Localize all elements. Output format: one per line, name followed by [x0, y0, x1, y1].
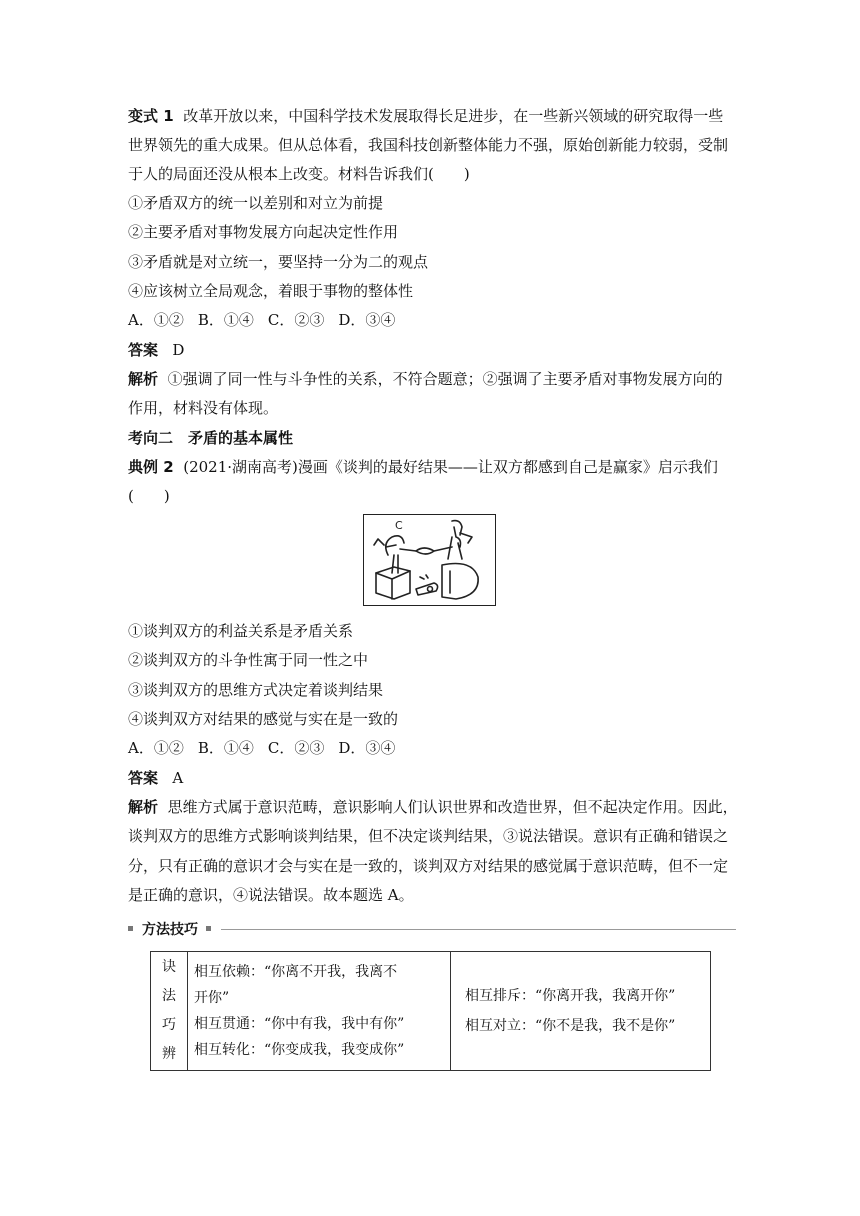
example2-answer-value: A	[172, 769, 184, 787]
example2-option-d: D．③④	[338, 739, 396, 757]
tips-left-line: 开你”	[194, 990, 230, 1006]
example2-analysis-line-1: 解析 思维方式属于意识范畴，意识影响人们认识世界和改造世界，但不起决定作用。因此，	[128, 798, 738, 816]
tips-left-line: 相互转化：“你变成我，我变成你”	[194, 1042, 405, 1058]
tips-left-line: 相互依赖：“你离不开我，我离不	[194, 964, 398, 980]
method-tips-table	[150, 951, 711, 1071]
variant1-option-c: C．②③	[267, 311, 325, 329]
tips-struggle-cell	[451, 952, 711, 1071]
example2-statement-3: ③谈判双方的思维方式决定着谈判结果	[128, 681, 384, 699]
example2-stem-line-1: 典例 2 (2021·湖南高考)漫画《谈判的最好结果——让双方都感到自己是赢家》启示我们	[128, 458, 718, 476]
example2-answer-label: 答案	[128, 769, 159, 787]
variant1-statement-4: ④应该树立全局观念，着眼于事物的整体性	[128, 282, 414, 300]
variant1-analysis-line-2: 作用，材料没有体现。	[128, 399, 279, 417]
example2-options	[128, 738, 409, 758]
cartoon-drawing	[364, 515, 494, 604]
example2-option-a: A．①②	[128, 739, 184, 757]
variant1-answer-label: 答案	[128, 341, 159, 359]
tips-right-line: 相互对立：“你不是我，我不是你”	[465, 1018, 676, 1034]
variant1-statement-2: ②主要矛盾对事物发展方向起决定性作用	[128, 223, 399, 241]
example2-analysis-line-4: 是正确的意识，④说法错误。故本题选 A。	[128, 886, 414, 904]
variant1-stem-line-2: 世界领先的重大成果。但从总体看，我国科技创新整体能力不强，原始创新能力较弱，受制	[128, 136, 729, 154]
example2-analysis-line-3: 分，只有正确的意识才会与实在是一致的，谈判双方对结果的感觉属于意识范畴，但不一定	[128, 857, 729, 875]
negotiation-cartoon	[363, 514, 496, 606]
example2-statement-1: ①谈判双方的利益关系是矛盾关系	[128, 622, 354, 640]
example2-statement-2: ②谈判双方的斗争性寓于同一性之中	[128, 651, 369, 669]
example2-stem-line-2: ( )	[128, 487, 170, 505]
variant1-options	[128, 310, 409, 330]
variant1-option-d: D．③④	[338, 311, 396, 329]
example2-analysis-line-2: 谈判双方的思维方式影响谈判结果，但不决定谈判结果，③说法错误。意识有正确和错误之	[128, 827, 729, 845]
example2-option-b: B．①④	[197, 739, 254, 757]
tips-right-line: 相互排斥：“你离开我，我离开你”	[465, 988, 676, 1004]
svg-text:C: C	[395, 519, 403, 532]
variant1-statement-1: ①矛盾双方的统一以差别和对立为前提	[128, 194, 384, 212]
variant1-stem-line-1: 变式 1 改革开放以来，中国科学技术发展取得长足进步，在一些新兴领域的研究取得一些	[128, 107, 724, 125]
method-tips-header	[128, 921, 736, 937]
example2-analysis-label: 解析	[128, 798, 159, 816]
variant1-answer-value: D	[172, 341, 185, 359]
example2-option-c: C．②③	[267, 739, 325, 757]
square-bullet-icon	[128, 926, 133, 931]
variant1-stem-line-3: 于人的局面还没从根本上改变。材料告诉我们( )	[128, 165, 470, 183]
square-bullet-icon	[206, 926, 211, 931]
variant1-statement-3: ③矛盾就是对立统一，要坚持一分为二的观点	[128, 253, 429, 271]
header-divider	[221, 929, 736, 930]
variant1-analysis-line-1: 解析 ①强调了同一性与斗争性的关系，不符合题意；②强调了主要矛盾对事物发展方向的	[128, 370, 723, 388]
example2-answer	[128, 768, 183, 788]
method-tips-title: 方法技巧	[142, 922, 198, 938]
variant1-option-b: B．①④	[197, 311, 254, 329]
example2-label: 典例 2	[128, 458, 174, 476]
tips-left-line: 相互贯通：“你中有我，我中有你”	[194, 1016, 405, 1032]
tips-side-label: 诀 法 巧 辨	[151, 952, 188, 1071]
variant1-analysis-label: 解析	[128, 370, 159, 388]
variant1-answer	[128, 340, 184, 360]
example2-statement-4: ④谈判双方对结果的感觉与实在是一致的	[128, 710, 399, 728]
section-title: 考向二 矛盾的基本属性	[128, 429, 294, 447]
tips-identity-cell	[188, 952, 451, 1071]
variant1-option-a: A．①②	[128, 311, 184, 329]
variant1-label: 变式 1	[128, 107, 174, 125]
